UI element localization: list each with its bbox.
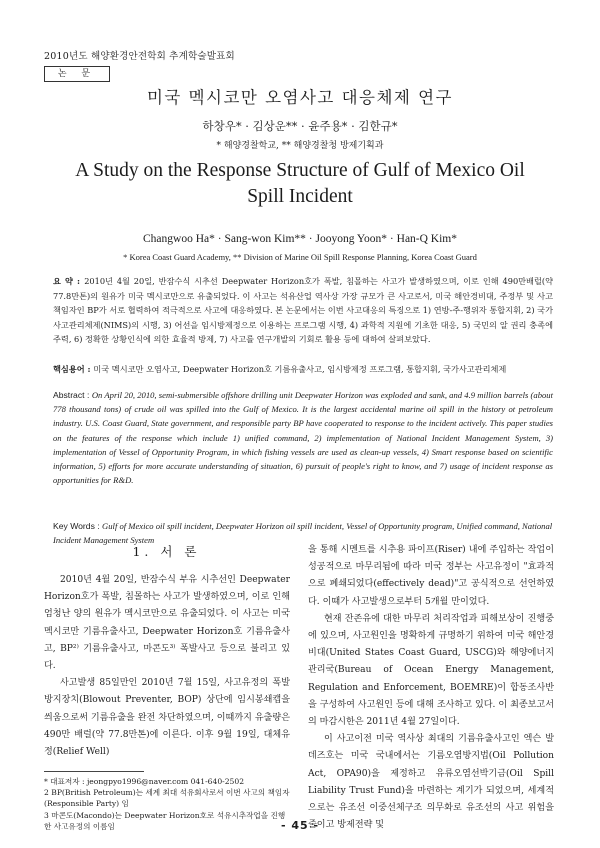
abstract-korean-label: 요 약 : — [53, 276, 85, 286]
conference-header: 2010년도 해양환경안전학회 추계학술발표회 — [44, 51, 235, 62]
keywords-korean-label: 핵심용어 : — [53, 364, 94, 374]
section-heading: 1. 서 론 — [132, 544, 201, 559]
paragraph: 이 사고이전 미국 역사상 최대의 기름유출사고인 엑슨 발데즈호는 미국 국내에서는 기름오염방지법(Oil Pollution Act, OPA90)을 제정하고 유류오염선박기금(Oil Spill Liability Trust Fund)을 마련하는 계기가 되었으며, 세계적으로는 유조선 이중선체구조 의무화로 유조선의 사고 위험을 줄이고 방제전략 및 — [308, 734, 554, 831]
abstract-english — [53, 388, 553, 487]
abstract-english-text: On April 20, 2010, semi-submersible offshore drilling unit Deepwater Horizon was exploded and sank, and 4.9 million barrels (about 778 thousand tons) of crude oil was spilled into the Gulf of Mexico. It is the largest accidental marine oil spill in the history ot petroleum industry. U.S. Coast Guard, State government, and responsible party BP have cooperated to response to the incident actively. This paper studies on the features of the response which include 1) unified command, 2) implementation of National Incident Management System, 3) implementation of Vessel of Opportunity Program, in which fishing vessels are used as clean-up vessels, 4) Smart response based on scientific information, 5) efforts for more accurate understanding of situation, 6) pursuit of people's right to know, and 7) usage of incident response as opportunities for R&D. — [53, 390, 553, 486]
abstract-korean — [53, 274, 553, 347]
keywords-english-text: Gulf of Mexico oil spill incident, Deepwater Horizon oil spill incident, Vessel of Opportunity program, Unified command, National Incident Management System — [53, 521, 553, 545]
keywords-korean — [53, 364, 553, 375]
abstract-english-label: Abstract : — [53, 390, 92, 400]
affiliations-english: * Korea Coast Guard Academy, ** Division of Marine Oil Spill Response Planning, Korea Coast Guard — [123, 252, 477, 262]
paragraph: 을 통해 시멘트를 시추용 파이프(Riser) 내에 주입하는 작업이 성공적으로 마무리됨에 따라 미국 정부는 사고유정이 "효과적으로 폐쇄되었다(effectively dead)"고 공식적으로 선언하였다. 이때가 사고발생으로부터 5개월 만이었다. — [308, 545, 554, 607]
authors-korean: 하창우* · 김상운** · 윤주용* · 김한규* — [202, 119, 398, 133]
title-korean: 미국 멕시코만 오염사고 대응체제 연구 — [146, 88, 453, 107]
footnote: 3 마콘도(Macondo)는 Deepwater Horizon호로 석유시추작업을 진행한 사고유정의 이름임 — [44, 810, 286, 831]
paragraph: 현재 잔존유에 대한 마무리 처리작업과 피해보상이 진행중에 있으며, 사고원인을 명확하게 규명하기 위하여 미국 해안경비대(United States Coast Guard, USCG)와 해양에너지관리국(Bureau of Ocean Energy Management, Regulation and Enforcement, BOEMRE)이 합동조사반을 구성하여 사고원인 등에 대해 조사하고 있다. 이 최종보고서의 마감시한은 2011년 4월 27일이다. — [308, 613, 554, 728]
abstract-korean-text: 2010년 4월 20일, 반잠수식 시추선 Deepwater Horizon호가 폭발, 침몰하는 사고가 발생하였으며, 이로 인해 490만배럴(약 77.8만톤)의 원유가 미국 멕시코만으로 유출되었다. 이 사고는 석유산업 역사상 가장 규모가 큰 사고로서, 미국 해안경비대, 주정부 및 사고책임자인 BP가 서로 협력하여 적극적으로 사고에 대응하였다. 본 논문에서는 이번 사고대응의 특징으로 1) 연방-주-행위자 통합지휘, 2) 국가사고관리체제(NIMS)의 시행, 3) 어선을 임시방제정으로 이용하는 프로그램 시행, 4) 과학적 지원에 기초한 대응, 5) 국민의 알 권리 충족에 주력, 6) 정확한 상황인식에 의한 효율적 방제, 7) 사고를 연구개발의 기회로 활용 등에 대하여 살펴보았다. — [53, 276, 553, 344]
body-column-left — [44, 572, 290, 761]
paragraph: 2010년 4월 20일, 반잠수식 부유 시추선인 Deepwater Horizon호가 폭발, 침몰하는 사고가 발생하였으며, 이로 인해 엄청난 양의 원유가 멕시코만으로 유출되었다. 이 사고는 미국 멕시코만 기름유출사고, Deepwater Horizon호 기름유출사고, BP²⁾ 기름유출사고, 마콘도³⁾ 폭발사고 등으로 불리고 있다. — [44, 575, 290, 672]
keywords-korean-text: 미국 멕시코만 오염사고, Deepwater Horizon호 기름유출사고, 임시방제정 프로그램, 통합지휘, 국가사고관리체제 — [93, 364, 507, 374]
paragraph: 사고발생 85일만인 2010년 7월 15일, 사고유정의 폭발방지장치(Blowout Preventer, BOP) 상단에 임시봉쇄캡을 씌움으로써 기름유출을 완전 차단하였으며, 이때까지 유출량은 490만 배럴(약 77.8만톤)에 이른다. 이후 9월 19일, 대체유정(Relief Well) — [44, 678, 290, 758]
footnote-divider — [44, 771, 144, 772]
title-english: A Study on the Response Structure of Gulf of Mexico Oil Spill Incident — [75, 160, 525, 207]
footnote: * 대표저자 : jeongpyo1996@naver.com 041-640-2502 — [44, 777, 245, 786]
affiliations-korean: * 해양경찰학교, ** 해양경찰청 방제기획과 — [216, 141, 384, 151]
keywords-english-label: Key Words : — [53, 521, 103, 531]
footnote: 2 BP(British Petroleum)는 세계 최대 석유회사로서 이번 사고의 책임자(Responsible Party) 임 — [44, 788, 290, 809]
authors-english: Changwoo Ha* · Sang-won Kim** · Jooyong Yoon* · Han-Q Kim* — [143, 233, 457, 245]
body-column-right — [308, 542, 554, 834]
page-number: - 45 - — [280, 819, 320, 832]
article-type-tag: 논 문 — [44, 66, 110, 82]
